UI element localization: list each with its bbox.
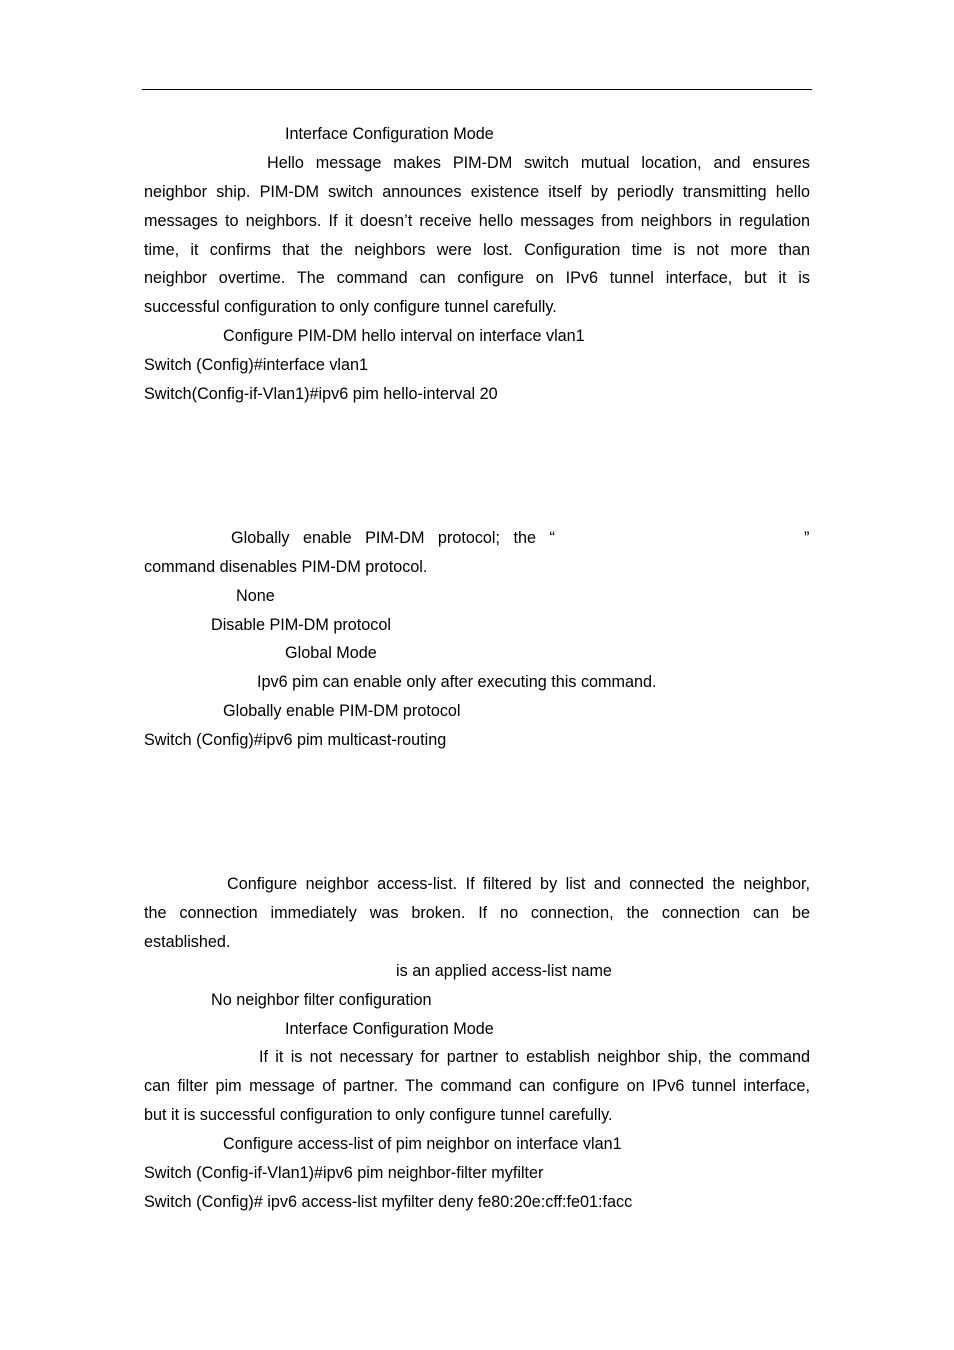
command-mode: Global Mode [285, 644, 377, 662]
usage-guide-line: can filter pim message of partner. The command can configure on IPv6 tunnel interface, [144, 1077, 810, 1095]
function-close-quote: ” [804, 529, 810, 547]
usage-guide-line: neighbor overtime. The command can configure on IPv6 tunnel interface, but it is [144, 269, 810, 287]
function-text: established. [144, 933, 231, 951]
usage-guide-line: time, it confirms that the neighbors were lost. Configuration time is not more than [144, 241, 810, 259]
usage-guide-line: but it is successful configuration to only configure tunnel carefully. [144, 1106, 613, 1124]
code-line: Switch (Config)#interface vlan1 [144, 356, 369, 374]
function-text: Globally enable PIM-DM protocol; the “ [231, 529, 555, 547]
function-text: command disenables PIM-DM protocol. [144, 558, 428, 576]
parameter-text: None [236, 587, 275, 605]
usage-guide-line: Hello message makes PIM-DM switch mutual location, and ensures [267, 154, 810, 172]
default-text: Disable PIM-DM protocol [211, 616, 391, 634]
usage-guide-line: neighbor ship. PIM-DM switch announces existence itself by periodly transmitting hello [144, 183, 810, 201]
function-text: Configure neighbor access-list. If filtered by list and connected the neighbor, [227, 875, 810, 893]
example-description: Globally enable PIM-DM protocol [223, 702, 461, 720]
usage-guide-line: If it is not necessary for partner to establish neighbor ship, the command [259, 1048, 810, 1066]
usage-guide-line: messages to neighbors. If it doesn’t receive hello messages from neighbors in regulation [144, 212, 810, 230]
usage-guide-line: successful configuration to only configure tunnel carefully. [144, 298, 557, 316]
example-description: Configure access-list of pim neighbor on interface vlan1 [223, 1135, 622, 1153]
code-line: Switch (Config-if-Vlan1)#ipv6 pim neighbor-filter myfilter [144, 1164, 544, 1182]
code-line: Switch (Config)#ipv6 pim multicast-routing [144, 731, 447, 749]
code-line: Switch(Config-if-Vlan1)#ipv6 pim hello-interval 20 [144, 385, 498, 403]
function-text: the connection immediately was broken. If no connection, the connection can be [144, 904, 810, 922]
command-mode: Interface Configuration Mode [285, 125, 494, 143]
parameter-text: is an applied access-list name [396, 962, 612, 980]
usage-guide-line: Ipv6 pim can enable only after executing this command. [257, 673, 657, 691]
header-rule [142, 89, 812, 90]
code-line: Switch (Config)# ipv6 access-list myfilter deny fe80:20e:cff:fe01:facc [144, 1193, 633, 1211]
command-mode: Interface Configuration Mode [285, 1020, 494, 1038]
example-description: Configure PIM-DM hello interval on interface vlan1 [223, 327, 585, 345]
default-text: No neighbor filter configuration [211, 991, 432, 1009]
